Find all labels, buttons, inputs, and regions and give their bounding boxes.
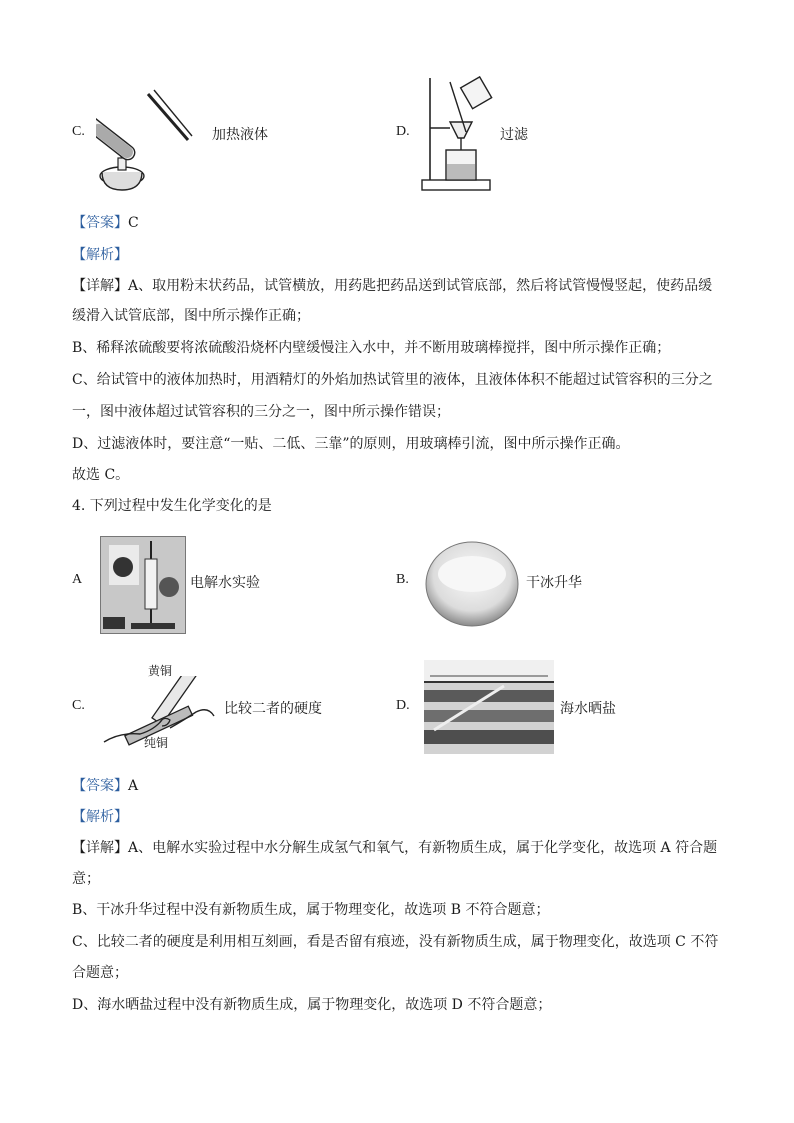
heating-liquid-illustration bbox=[96, 80, 196, 196]
q3-detail-line: C、给试管中的液体加热时，用酒精灯的外焰加热试管里的液体，且液体体积不能超过试管容积的三分之 bbox=[72, 372, 713, 388]
dry-ice-illustration bbox=[424, 536, 520, 632]
q4-option-b-label: 干冰升华 bbox=[526, 575, 582, 591]
q4-detail-line: 合题意； bbox=[72, 965, 128, 981]
q4-detail-line: D、海水晒盐过程中没有新物质生成，属于物理变化，故选项 D 不符合题意； bbox=[72, 997, 552, 1013]
q3-analysis-tag: 【解析】 bbox=[72, 247, 128, 263]
q3-answer-tag: 【答案】 bbox=[72, 215, 128, 231]
q4-detail-line: B、干冰升华过程中没有新物质生成，属于物理变化，故选项 B 不符合题意； bbox=[72, 902, 550, 918]
sea-salt-photo bbox=[424, 660, 554, 754]
q4-option-d-letter: D. bbox=[396, 698, 410, 713]
q3-option-c-letter: C. bbox=[72, 124, 85, 139]
filtration-illustration bbox=[420, 76, 496, 196]
q3-option-d-letter: D. bbox=[396, 124, 410, 139]
q3-detail-line: B、稀释浓硫酸要将浓硫酸沿烧杯内壁缓慢注入水中，并不断用玻璃棒搅拌，图中所示操作正确； bbox=[72, 340, 671, 356]
q3-option-d-label: 过滤 bbox=[500, 127, 528, 143]
q4-option-a-letter: A bbox=[72, 572, 83, 587]
q3-option-c-label: 加热液体 bbox=[212, 127, 268, 143]
q3-detail-line: 故选 C。 bbox=[72, 467, 130, 483]
q3-detail-line: 【详解】A、取用粉末状药品，试管横放，用药匙把药品送到试管底部，然后将试管慢慢竖起，使药品缓 bbox=[72, 278, 713, 294]
q3-answer-value: C bbox=[128, 215, 139, 231]
q4-answer bbox=[72, 775, 138, 795]
brass-label: 黄铜 bbox=[148, 664, 173, 678]
q4-answer-tag: 【答案】 bbox=[72, 778, 128, 794]
q4-option-c-letter: C. bbox=[72, 698, 85, 713]
q4-detail-line: C、比较二者的硬度是利用相互刻画，看是否留有痕迹，没有新物质生成，属于物理变化，故选项 C 不符 bbox=[72, 934, 719, 950]
q4-stem: 4. 下列过程中发生化学变化的是 bbox=[72, 498, 272, 514]
q3-answer bbox=[72, 212, 139, 232]
q4-detail-line: 【详解】A、电解水实验过程中水分解生成氢气和氧气，有新物质生成，属于化学变化，故选项 A 符合题 bbox=[72, 840, 718, 856]
q4-option-b-letter: B. bbox=[396, 572, 409, 587]
q3-detail-line: 缓滑入试管底部，图中所示操作正确； bbox=[72, 308, 310, 324]
q4-option-a-label: 电解水实验 bbox=[190, 575, 260, 591]
q4-answer-value: A bbox=[128, 778, 139, 794]
q3-detail-line: 一，图中液体超过试管容积的三分之一，图中所示操作错误； bbox=[72, 404, 450, 420]
pure-copper-label: 纯铜 bbox=[144, 736, 169, 750]
q4-detail-line: 意； bbox=[72, 871, 100, 887]
q3-detail-line: D、过滤液体时，要注意“一贴、二低、三靠”的原则，用玻璃棒引流，图中所示操作正确。 bbox=[72, 436, 630, 452]
q4-option-d-label: 海水晒盐 bbox=[560, 701, 616, 717]
q4-option-c-label: 比较二者的硬度 bbox=[224, 701, 322, 717]
q4-analysis-tag: 【解析】 bbox=[72, 809, 128, 825]
electrolysis-photo bbox=[100, 536, 186, 634]
